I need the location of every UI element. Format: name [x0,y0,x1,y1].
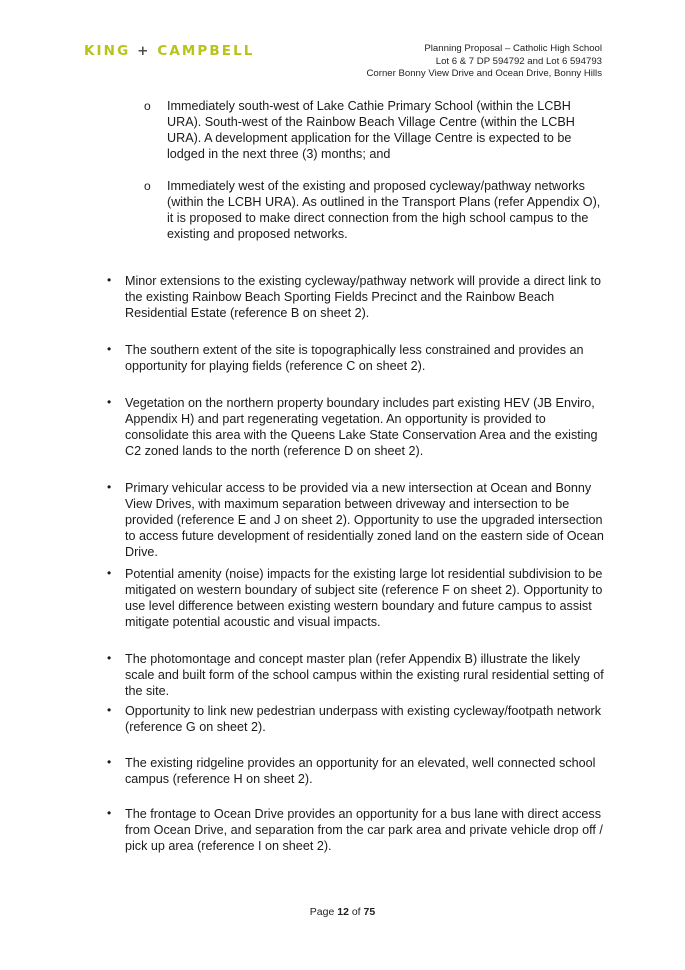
bullet-marker: • [107,806,112,820]
sub-list-item-text: Immediately south-west of Lake Cathie Primary School (within the LCBH URA). South-west of the Rainbow Beach Village Centre (within the LCBH URA). A development application for the Village Centre is expected to be lodged in the next three (3) months; and [167,99,575,161]
sub-bullet-marker: o [144,99,151,113]
list-item-text: Opportunity to link new pedestrian underpass with existing cycleway/footpath network (reference G on sheet 2). [125,704,602,734]
bullet-marker: • [107,703,112,717]
list-item-text: The existing ridgeline provides an opportunity for an elevated, well connected school campus (reference H on sheet 2). [125,756,596,786]
page-number-current: 12 [337,906,349,918]
list-item-text: The southern extent of the site is topographically less constrained and provides an opportunity for playing fields (reference C on sheet 2). [125,343,584,373]
bullet-marker: • [107,395,112,409]
list-item-text: The frontage to Ocean Drive provides an opportunity for a bus lane with direct access from Ocean Drive, and separation from the car park area and private vehicle drop off / pick up area (reference I on sheet 2). [125,807,603,853]
page-number-total: 75 [363,906,376,918]
bullet-marker: • [107,342,112,356]
list-item-text: Vegetation on the northern property boundary includes part existing HEV (JB Enviro, Appendix H) and part regenerating vegetation. An opportunity is provided to consolidate this area with the Queens Lake State Conservation Area and the existing C2 zoned lands to the north (reference D on sheet 2). [125,396,598,458]
list-item-text: Minor extensions to the existing cycleway/pathway network will provide a direct link to the existing Rainbow Beach Sporting Fields Precinct and the Rainbow Beach Residential Estate (reference B on sheet 2). [125,274,601,320]
header-address: Corner Bonny View Drive and Ocean Drive, Bonny Hills [366,68,602,79]
logo-word-king: KING [84,43,131,59]
bullet-marker: • [107,480,112,494]
sub-list-item-text: Immediately west of the existing and proposed cycleway/pathway networks (within the LCBH URA). As outlined in the Transport Plans (refer Appendix O), it is proposed to make direct connection from the high school campus to the existing and proposed networks. [167,179,601,241]
page-number-prefix: Page [309,906,335,918]
header-title: Planning Proposal – Catholic High School [424,43,602,54]
bullet-marker: • [107,273,112,287]
page-number-of: of [351,906,361,918]
logo-word-campbell: CAMPBELL [157,43,255,59]
list-item-text: Primary vehicular access to be provided via a new intersection at Ocean and Bonny View Drives, with maximum separation between driveway and intersection to be provided (reference E and J on sheet 2). Opportunity to use the upgraded intersection to access future development of residentially zoned land on the eastern side of Ocean Drive. [125,481,604,559]
list-item-text: The photomontage and concept master plan (refer Appendix B) illustrate the likely scale and built form of the school campus within the existing rural residential setting of the site. [125,652,604,698]
bullet-marker: • [107,651,112,665]
sub-bullet-marker: o [144,179,151,193]
bullet-marker: • [107,566,112,580]
page-footer [0,906,685,918]
header-lot-details: Lot 6 & 7 DP 594792 and Lot 6 594793 [435,55,602,67]
document-header-info [366,43,602,81]
logo-plus: + [137,43,151,59]
bullet-marker: • [107,755,112,769]
company-logo [84,43,255,59]
list-item-text: Potential amenity (noise) impacts for the existing large lot residential subdivision to be mitigated on western boundary of subject site (reference F on sheet 2). Opportunity to use level difference between existing western boundary and future campus to assist mitigate potential acoustic and visual impacts. [125,567,603,629]
